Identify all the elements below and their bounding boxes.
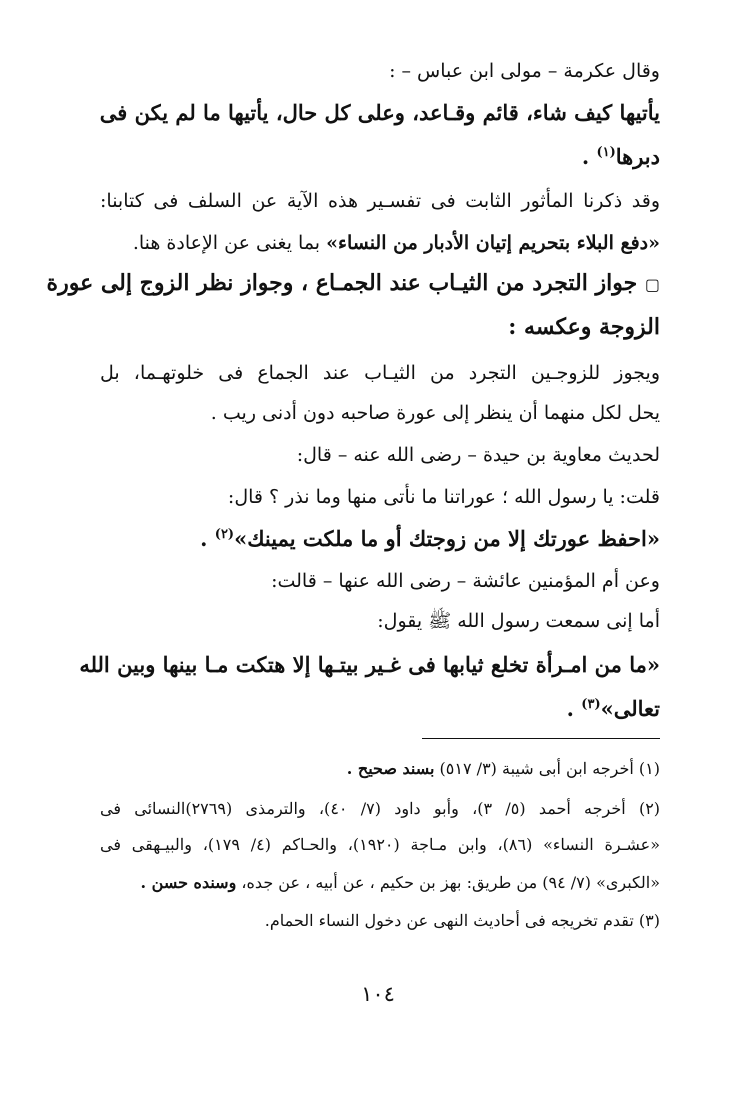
text-heard: أما إنى سمعت رسول الله ﷺ يقول: xyxy=(377,610,660,632)
text-line-ikrima xyxy=(100,56,660,88)
footnote-separator xyxy=(422,738,660,739)
footnote-ref-2: (٢) xyxy=(214,527,235,542)
footnote-2-line-3 xyxy=(100,870,660,898)
footnote-2-text-c: «الكبرى» (٧/ ٩٤) من طريق: بهز بن حكيم ، عن أبيه ، عن جده، xyxy=(236,873,660,892)
quote-line-hadith-2-end xyxy=(100,694,660,726)
footnote-3 xyxy=(100,908,660,936)
quote-line-1 xyxy=(100,98,660,130)
section-heading-line-2 xyxy=(100,312,660,344)
footnote-2-text-a: (٢) أخرجه أحمد (٥/ ٣)، وأبو داود (٧/ ٤٠)، والترمذى (٢٧٦٩)النسائى فى xyxy=(100,799,661,818)
quote-line-2 xyxy=(100,142,660,174)
text-spouses-end: يحل لكل منهما أن ينظر إلى عورة صاحبه دون أدنى ريب . xyxy=(210,402,660,424)
text-aisha: وعن أم المؤمنين عائشة – رضى الله عنها – قالت: xyxy=(271,570,660,592)
page-number: ١٠٤ xyxy=(361,982,395,1006)
text-line-book xyxy=(100,228,660,260)
period: . xyxy=(581,144,597,169)
section-heading-line-1 xyxy=(46,268,660,300)
footnote-2-text-b: «عشـرة النساء» (٨٦)، وابن مـاجة (١٩٢٠)، والحـاكم (٤/ ١٧٩)، والبيـهقى فى xyxy=(100,835,661,854)
footnote-2-line-2 xyxy=(100,832,660,860)
text-line-question xyxy=(100,482,660,514)
text-line-heard xyxy=(100,606,660,638)
text-line-spouses-2 xyxy=(100,398,660,430)
text-line-spouses-1 xyxy=(100,358,660,390)
footnote-1-grade: بسند صحيح . xyxy=(346,759,435,778)
footnote-2-line-1 xyxy=(100,796,660,824)
quote-ikrima-end: دبرها xyxy=(615,144,660,169)
footnote-1 xyxy=(100,756,660,784)
footnote-2-grade: وسنده حسن . xyxy=(140,873,237,892)
text-line-tafsir xyxy=(100,186,660,218)
book-title: «دفع البلاء بتحريم إتيان الأدبار من النساء» xyxy=(326,232,660,254)
footnote-1-text: (١) أخرجه ابن أبى شيبة (٣/ ٥١٧) xyxy=(434,759,660,778)
section-heading-end: الزوجة وعكسه : xyxy=(508,314,660,340)
text-line-aisha xyxy=(100,566,660,598)
square-bullet-icon: ▢ xyxy=(644,275,660,294)
footnote-ref-3: (٣) xyxy=(581,697,601,712)
section-heading: جواز التجرد من الثيـاب عند الجمـاع ، وجواز نظر الزوج إلى عورة xyxy=(46,270,645,296)
quote-hadith-2-end: تعالى» xyxy=(600,696,660,721)
text-hadith-muawiya: لحديث معاوية بن حيدة – رضى الله عنه – قال: xyxy=(296,444,660,466)
quote-line-hadith-2 xyxy=(79,650,660,682)
text-ikrima: وقال عكرمة – مولى ابن عباس – : xyxy=(389,60,660,82)
text-tafsir: وقد ذكرنا المأثور الثابت فى تفسـير هذه الآية عن السلف فى كتابنا: xyxy=(100,190,660,212)
text-spouses: ويجوز للزوجـين التجرد من الثيـاب عند الجماع فى خلوتهـما، بل xyxy=(100,362,660,384)
quote-line-hadith-1 xyxy=(100,524,660,556)
quote-ikrima: يأتيها كيف شاء، قائم وقـاعد، وعلى كل حال، يأتيها ما لم يكن فى xyxy=(99,100,660,125)
text-book-rest: بما يغنى عن الإعادة هنا. xyxy=(132,232,327,254)
footnote-3-text: (٣) تقدم تخريجه فى أحاديث النهى عن دخول النساء الحمام. xyxy=(264,911,660,930)
text-question: قلت: يا رسول الله ؛ عوراتنا ما نأتى منها وما نذر ؟ قال: xyxy=(227,486,660,508)
period: . xyxy=(200,526,215,551)
footnote-ref-1: (١) xyxy=(596,145,616,160)
text-line-hadith-1 xyxy=(100,440,660,472)
period: . xyxy=(566,696,582,721)
quote-hadith-2: «ما من امـرأة تخلع ثيابها فى غـير بيتـها إلا هتكت مـا بينها وبين الله xyxy=(79,652,660,677)
quote-hadith-1: «احفظ عورتك إلا من زوجتك أو ما ملكت يمينك» xyxy=(234,526,660,551)
